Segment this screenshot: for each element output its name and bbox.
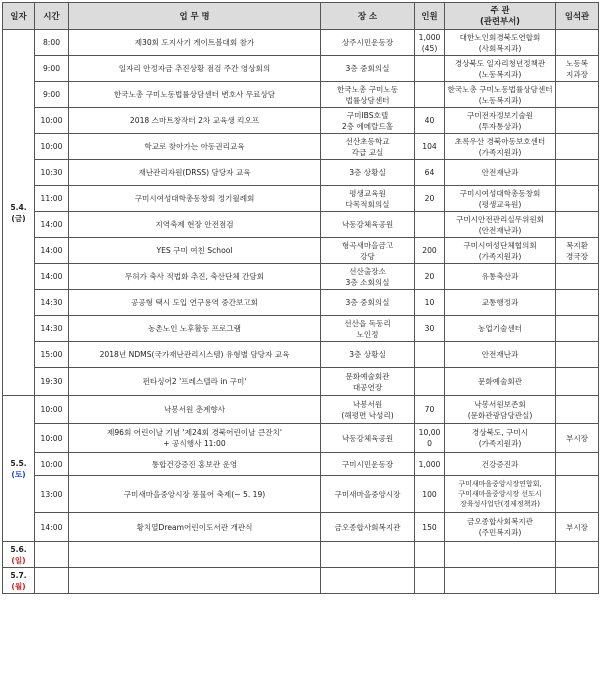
schedule-table (2, 2, 599, 594)
weekday-label: (금) (11, 213, 26, 223)
time-cell: 10:00 (35, 108, 69, 134)
host-cell: 구미시여성단체협의회 (가족지원과) (445, 238, 556, 264)
time-cell: 14:00 (35, 212, 69, 238)
date-label: 5.4. (10, 202, 27, 212)
table-row (3, 212, 599, 238)
time-cell: 10:00 (35, 134, 69, 160)
date-label: 5.7. (10, 570, 27, 580)
time-cell: 14:00 (35, 238, 69, 264)
date-cell (3, 396, 35, 542)
place-cell: 구미IBS호텔 2층 에메랄드홀 (321, 108, 415, 134)
time-cell: 13:00 (35, 476, 69, 513)
table-row (3, 568, 599, 594)
host-subtitle: (관련부서) (479, 16, 521, 26)
date-cell (3, 542, 35, 568)
table-row (3, 476, 599, 513)
host-cell (445, 568, 556, 594)
people-cell: 20 (415, 186, 445, 212)
task-cell (69, 568, 321, 594)
host-cell: 구미전자정보기술원 (투자통상과) (445, 108, 556, 134)
host-cell: 낙봉서원보존회 (문화관광담당관실) (445, 396, 556, 424)
col-header-date: 일자 (3, 3, 35, 30)
place-cell: 선산읍 독동리 노인정 (321, 316, 415, 342)
attend-cell (556, 368, 599, 396)
attend-cell: 노동복 지과장 (556, 56, 599, 82)
host-cell: 안전재난과 (445, 160, 556, 186)
table-row (3, 542, 599, 568)
task-cell: YES 구미 여친 School (69, 238, 321, 264)
host-cell: 경상북도, 구미시 (가족지원과) (445, 424, 556, 453)
place-cell: 낙동강체육공원 (321, 424, 415, 453)
host-cell: 금오종합사회복지관 (주민복지과) (445, 513, 556, 542)
people-cell: 150 (415, 513, 445, 542)
time-cell: 14:30 (35, 316, 69, 342)
place-cell: 구미새마을중앙시장 (321, 476, 415, 513)
host-cell (445, 542, 556, 568)
date-label: 5.6. (10, 544, 27, 554)
time-cell: 10:30 (35, 160, 69, 186)
attend-cell (556, 568, 599, 594)
attend-cell: 부시장 (556, 424, 599, 453)
table-row (3, 82, 599, 108)
time-cell: 14:00 (35, 513, 69, 542)
host-cell: 유통축산과 (445, 264, 556, 290)
task-cell: 지역축제 현장 안전점검 (69, 212, 321, 238)
host-cell: 문화예술회관 (445, 368, 556, 396)
people-cell: 70 (415, 396, 445, 424)
place-cell: 금오종합사회복지관 (321, 513, 415, 542)
task-cell: 펀타싱어2 '프레스텔라 in 구미' (69, 368, 321, 396)
task-cell: 구미새마을중앙시장 풍물어 축제(~ 5. 19) (69, 476, 321, 513)
place-cell: 상주시민운동장 (321, 30, 415, 56)
task-cell: 농촌노인 노후활동 프로그램 (69, 316, 321, 342)
col-header-people: 인원 (415, 3, 445, 30)
table-row (3, 342, 599, 368)
time-cell (35, 542, 69, 568)
col-header-attend: 임석관 (556, 3, 599, 30)
place-cell: 3층 상황실 (321, 342, 415, 368)
task-cell: 무허가 축사 적법화 추진, 축산단체 간담회 (69, 264, 321, 290)
host-cell: 건강증진과 (445, 453, 556, 476)
people-cell: 10 (415, 290, 445, 316)
date-label: 5.5. (10, 458, 27, 468)
people-cell: 30 (415, 316, 445, 342)
table-row (3, 264, 599, 290)
task-cell: 황치열Dream어린이도서관 개관식 (69, 513, 321, 542)
place-cell: 한국노총 구미노동 법률상담센터 (321, 82, 415, 108)
place-cell: 선산초등학교 각급 교실 (321, 134, 415, 160)
people-cell (415, 342, 445, 368)
people-cell: 64 (415, 160, 445, 186)
time-cell: 8:00 (35, 30, 69, 56)
host-title: 주 관 (490, 5, 510, 15)
date-cell (3, 30, 35, 396)
place-cell: 3층 상황실 (321, 160, 415, 186)
people-cell: 100 (415, 476, 445, 513)
attend-cell (556, 212, 599, 238)
time-cell: 14:00 (35, 264, 69, 290)
table-row (3, 56, 599, 82)
task-cell: 2018년 NDMS(국가재난관리시스템) 유형별 담당자 교육 (69, 342, 321, 368)
task-cell: 한국노총 구미노동법률상담센터 변호사 무료상담 (69, 82, 321, 108)
people-cell (415, 542, 445, 568)
time-cell: 10:00 (35, 453, 69, 476)
attend-cell (556, 134, 599, 160)
people-cell (415, 82, 445, 108)
attend-cell (556, 396, 599, 424)
host-cell: 초록우산 경북아동보호센터 (가족지원과) (445, 134, 556, 160)
weekday-label: (월) (11, 581, 26, 591)
weekday-label: (일) (11, 555, 26, 565)
time-cell: 11:00 (35, 186, 69, 212)
table-row (3, 134, 599, 160)
time-cell: 10:00 (35, 424, 69, 453)
people-cell: 20 (415, 264, 445, 290)
table-row (3, 186, 599, 212)
table-row (3, 424, 599, 453)
table-row (3, 30, 599, 56)
table-row (3, 108, 599, 134)
host-cell: 대한노인회경북도연합회 (사회복지과) (445, 30, 556, 56)
task-cell (69, 542, 321, 568)
people-cell: 1,000 (415, 453, 445, 476)
task-cell: 제96회 어린이날 기념 '제24회 경북어린이날 큰잔치' + 공식행사 11:00 (69, 424, 321, 453)
people-cell: 200 (415, 238, 445, 264)
attend-cell (556, 186, 599, 212)
table-row (3, 238, 599, 264)
people-cell: 40 (415, 108, 445, 134)
task-cell: 공공형 택시 도입 연구용역 중간보고회 (69, 290, 321, 316)
col-header-host (445, 3, 556, 30)
task-cell: 일자리 안정자금 추진상황 점검 주간 영상회의 (69, 56, 321, 82)
place-cell: 평생교육원 다목적회의실 (321, 186, 415, 212)
task-cell: 구미시여성대학총동창회 정기월례회 (69, 186, 321, 212)
task-cell: 낙봉서원 춘계향사 (69, 396, 321, 424)
table-row (3, 290, 599, 316)
people-cell (415, 212, 445, 238)
attend-cell (556, 542, 599, 568)
place-cell: 문화예술회관 대공연장 (321, 368, 415, 396)
time-cell: 19:30 (35, 368, 69, 396)
table-row (3, 368, 599, 396)
attend-cell (556, 290, 599, 316)
host-cell: 교통행정과 (445, 290, 556, 316)
attend-cell (556, 30, 599, 56)
attend-cell (556, 82, 599, 108)
task-cell: 2018 스마트창작터 2차 교육생 킥오프 (69, 108, 321, 134)
place-cell: 구미시민운동장 (321, 453, 415, 476)
time-cell: 14:30 (35, 290, 69, 316)
people-cell: 10,00 0 (415, 424, 445, 453)
host-cell: 구미새마을중앙시장연합회, 구미새마을중앙시장 선도시 장육성사업단(경제정책과) (445, 476, 556, 513)
people-cell: 1,000 (45) (415, 30, 445, 56)
place-cell: 낙봉서원 (해평면 낙성리) (321, 396, 415, 424)
attend-cell (556, 264, 599, 290)
people-cell (415, 56, 445, 82)
place-cell: 형곡새마을금고 강당 (321, 238, 415, 264)
host-cell: 한국노총 구미노동법률상담센터 (노동복지과) (445, 82, 556, 108)
time-cell (35, 568, 69, 594)
host-cell: 구미시안전관리실무위원회 (안전재난과) (445, 212, 556, 238)
attend-cell: 복지환 경국장 (556, 238, 599, 264)
attend-cell (556, 476, 599, 513)
table-row (3, 316, 599, 342)
table-row (3, 453, 599, 476)
attend-cell (556, 316, 599, 342)
task-cell: 통합건강증진 홍보관 운영 (69, 453, 321, 476)
weekday-label: (토) (11, 469, 26, 479)
attend-cell (556, 342, 599, 368)
date-cell (3, 568, 35, 594)
attend-cell (556, 160, 599, 186)
attend-cell: 부시장 (556, 513, 599, 542)
attend-cell (556, 108, 599, 134)
people-cell (415, 568, 445, 594)
time-cell: 9:00 (35, 56, 69, 82)
host-cell: 경상북도 일자리청년정책관 (노동복지과) (445, 56, 556, 82)
time-cell: 9:00 (35, 82, 69, 108)
col-header-place: 장 소 (321, 3, 415, 30)
host-cell: 농업기술센터 (445, 316, 556, 342)
time-cell: 15:00 (35, 342, 69, 368)
place-cell: 3층 중회의실 (321, 290, 415, 316)
place-cell (321, 568, 415, 594)
table-row (3, 396, 599, 424)
place-cell: 3층 중회의실 (321, 56, 415, 82)
people-cell: 104 (415, 134, 445, 160)
table-row (3, 160, 599, 186)
host-cell: 구미시여성대학총동창회 (평생교육원) (445, 186, 556, 212)
place-cell: 선산출장소 3층 소회의실 (321, 264, 415, 290)
place-cell: 낙동강체육공원 (321, 212, 415, 238)
task-cell: 재난관리자원(DRSS) 담당자 교육 (69, 160, 321, 186)
header-row (3, 3, 599, 30)
table-row (3, 513, 599, 542)
task-cell: 학교로 찾아가는 아동권리교육 (69, 134, 321, 160)
attend-cell (556, 453, 599, 476)
col-header-task: 업 무 명 (69, 3, 321, 30)
people-cell (415, 368, 445, 396)
time-cell: 10:00 (35, 396, 69, 424)
task-cell: 제30회 도지사기 게이트볼대회 참가 (69, 30, 321, 56)
host-cell: 안전재난과 (445, 342, 556, 368)
place-cell (321, 542, 415, 568)
col-header-time: 시간 (35, 3, 69, 30)
